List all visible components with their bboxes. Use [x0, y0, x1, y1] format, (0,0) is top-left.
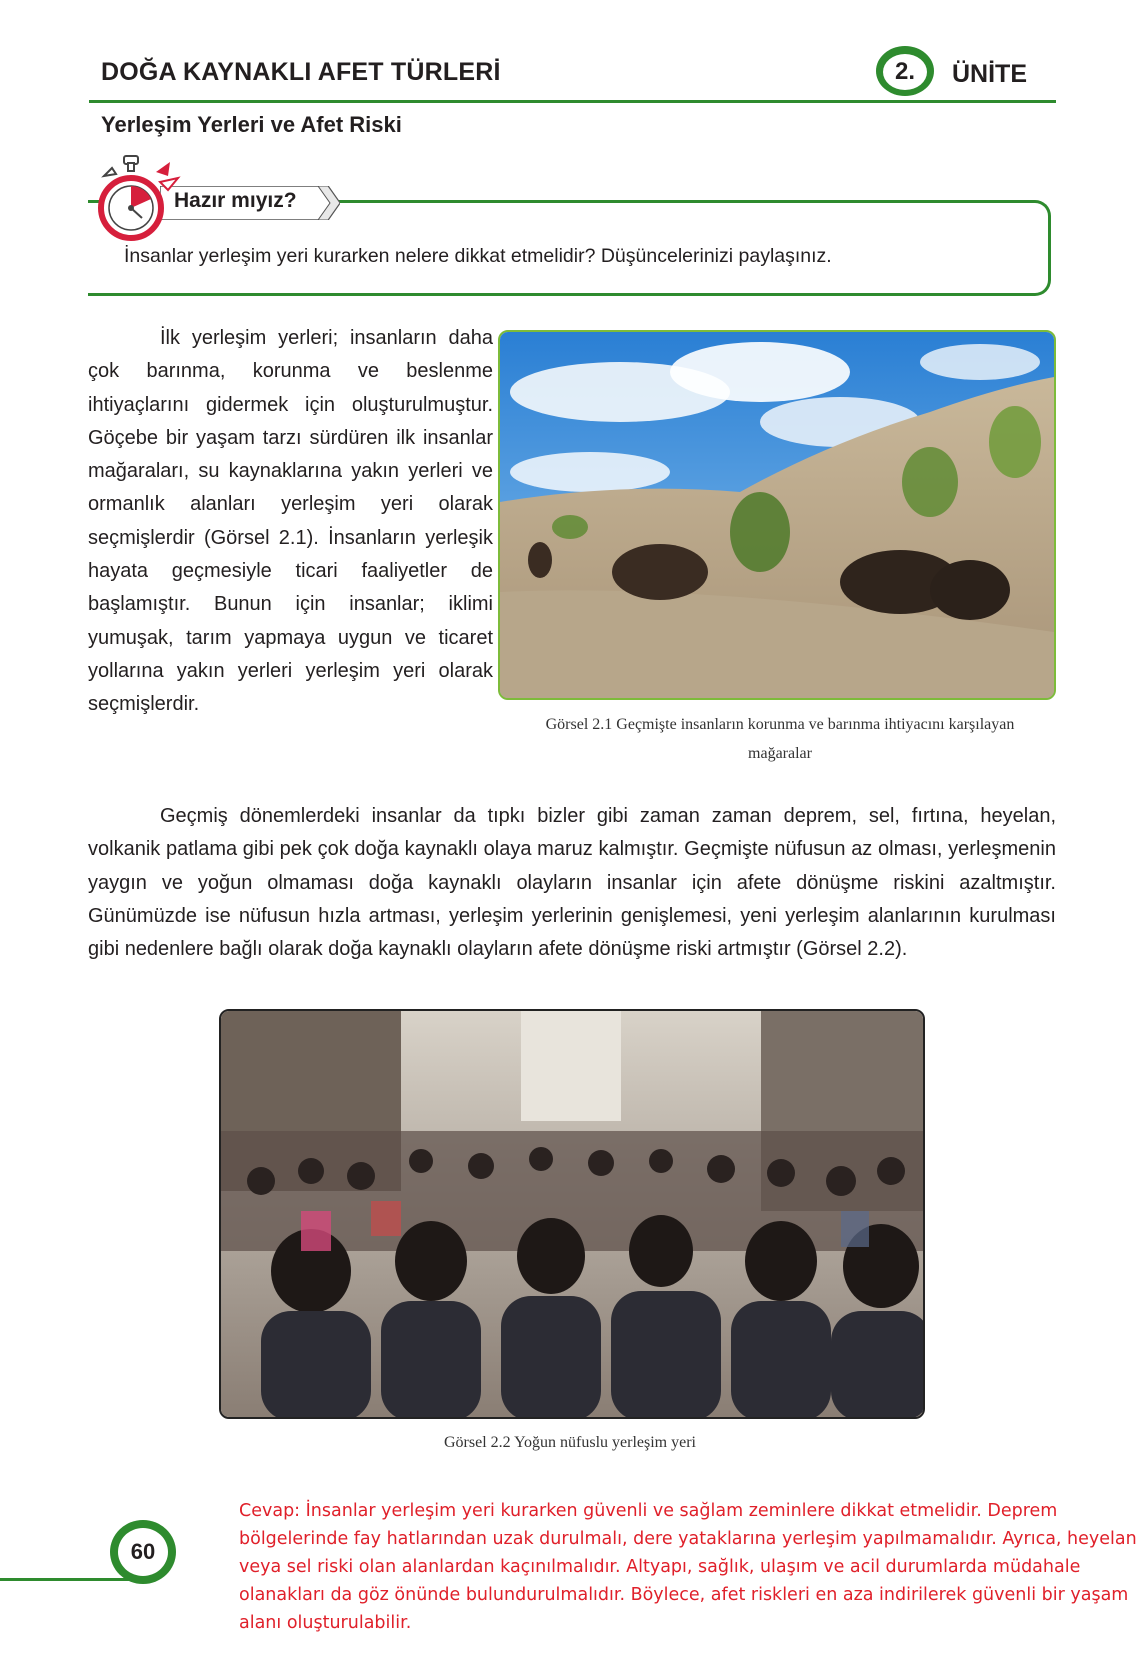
- unit-badge: [876, 46, 1056, 102]
- chapter-title: DOĞA KAYNAKLI AFET TÜRLERİ: [101, 58, 501, 86]
- body-paragraph-2: Geçmiş dönemlerdeki insanlar da tıpkı bizler gibi zaman zaman deprem, sel, fırtına, heyelan, volkanik patlama gibi pek çok doğa kaynaklı olaya maruz kalmıştır. Geçmişte nüfusun az olması, yerleşmenin yaygın ve yoğun olmaması doğa kaynaklı olayların insanlar için afete dönüşme riskini azaltmıştır. Günümüzde ise nüfusun hızla artması, yerleşim yerlerinin genişlemesi, yeni yerleşim alanlarının kurulması gibi nedenlere bağlı olarak doğa kaynaklı olayların afete dönüşme riski artmıştır (Görsel 2.2).: [88, 805, 1056, 961]
- unit-circle: [876, 46, 934, 96]
- answer-text: Cevap: İnsanlar yerleşim yeri kurarken güvenli ve sağlam zeminlere dikkat etmelidir. Deprem bölgelerinde fay hatlarından uzak durulmalı, dere yataklarına yerleşim yapılmamalıdır. Ayrıca, heyelan veya sel riski olan alanlardan kaçınılmalıdır. Altyapı, sağlık, ulaşım ve acil durumlarda müdahale olanakları da göz önünde bulundurulmalıdır. Böylece, afet riskleri en aza indirilerek güvenli bir yaşam alanı oluşturulabilir.: [239, 1501, 1137, 1633]
- ready-tag-label: Hazır mıyız?: [174, 189, 297, 212]
- ready-question-text: İnsanlar yerleşim yeri kurarken nelere dikkat etmelidir? Düşüncelerinizi paylaşınız.: [124, 245, 832, 267]
- cave-photo: [498, 330, 1056, 700]
- section-title: Yerleşim Yerleri ve Afet Riski: [101, 112, 402, 137]
- header-divider: [89, 100, 1056, 103]
- unit-number: 2.: [883, 54, 927, 90]
- body-paragraph-1: İlk yerleşim yerleri; insanların daha çok barınma, korunma ve beslenme ihtiyaçlarını gidermek için oluşturulmuştur. Göçebe bir yaşam tarzı sürdüren ilk insanlar mağaraları, su kaynaklarına yakın yerleri ve ormanlık alanları yerleşim yeri olarak seçmişlerdir (Görsel 2.1). İnsanların yerleşik hayata geçmesiyle ticari faaliyetler de başlamıştır. Bunun için insanlar; iklimi yumuşak, tarım yapmaya uygun ve ticaret yollarına yakın yerleri yerleşim yeri olarak seçmişlerdir.: [88, 327, 493, 716]
- unit-label: ÜNİTE: [952, 60, 1027, 88]
- figure-2-caption: Görsel 2.2 Yoğun nüfuslu yerleşim yeri: [444, 1434, 696, 1451]
- stopwatch-icon: [98, 152, 186, 242]
- figure-1-caption: Görsel 2.1 Geçmişte insanların korunma ve barınma ihtiyacını karşılayan mağaralar: [545, 716, 1015, 762]
- crowd-photo: [219, 1009, 925, 1419]
- footer-line: [0, 1578, 140, 1581]
- page-number-badge: [110, 1520, 176, 1584]
- page-number: 60: [118, 1528, 168, 1576]
